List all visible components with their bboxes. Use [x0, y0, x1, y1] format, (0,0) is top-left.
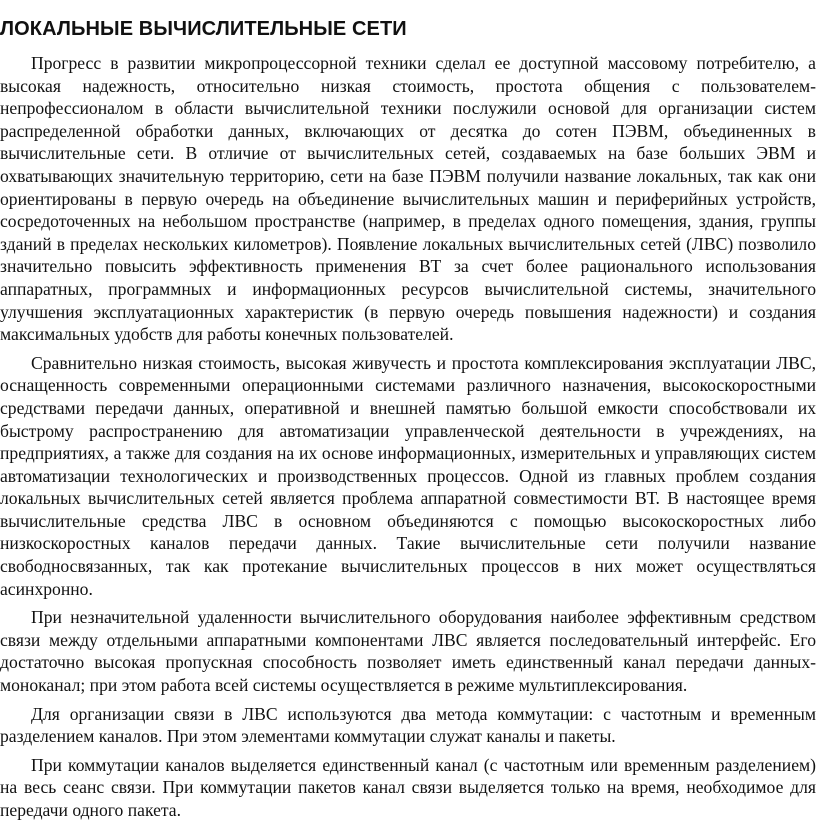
page-title: ЛОКАЛЬНЫЕ ВЫЧИСЛИТЕЛЬНЫЕ СЕТИ — [0, 18, 407, 40]
paragraph-switching-methods: Для организации связи в ЛВС используются два метода коммутации: с частотным и временным разделением каналов. При этом элементами коммутации служат каналы и пакеты. — [0, 703, 816, 747]
paragraph-serial-interface: При незначительной удаленности вычислительного оборудования наиболее эффективным средством связи между отдельными аппаратными компонентами ЛВС является последовательный интерфейс. Его достаточно высокая пропускная способность позволяет иметь единственный канал передачи данных-моноканал; при этом работа всей системы осуществляется в режиме мультиплексирования. — [0, 607, 816, 696]
paragraph-switching-details: При коммутации каналов выделяется единственный канал (с частотным или временным разделением) на весь сеанс связи. При коммутации пакетов канал связи выделяется только на время, необходимое для передачи одного пакета. — [0, 754, 816, 820]
paragraph-advantages: Сравнительно низкая стоимость, высокая живучесть и простота комплексирования эксплуатации ЛВС, оснащенность современными операционными системами различного назначения, высокоскоростными средствами передачи данных, оперативной и внешней памятью большой емкости способствовали их быстрому распространению для автоматизации управленческой деятельности в учреждениях, на предприятиях, а также для создания на их основе информационных, измерительных и управляющих систем автоматизации технологических и производственных процессов. Одной из главных проблем создания локальных вычислительных сетей является проблема аппаратной совместимости ВТ. В настоящее время вычислительные средства ЛВС в основном объединяются с помощью высокоскоростных либо низкоскоростных каналов передачи данных. Такие вычислительные сети получили название свободносвязанных, так как протекание вычислительных процессов в них может осуществляться асинхронно. — [0, 352, 816, 599]
paragraph-intro: Прогресс в развитии микропроцессорной техники сделал ее доступной массовому потребителю, а высокая надежность, относительно низкая стоимость, простота общения с пользователем-непрофессионалом в области вычислительной техники послужили основой для организации систем распределенной обработки данных, включающих от десятка до сотен ПЭВМ, объединенных в вычислительные сети. В отличие от вычислительных сетей, создаваемых на базе больших ЭВМ и охватывающих значительную территорию, сети на базе ПЭВМ получили название локальных, так как они ориентированы в первую очередь на объединение вычислительных машин и периферийных устройств, сосредоточенных на небольшом пространстве (например, в пределах одного помещения, здания, группы зданий в пределах нескольких километров). Появление локальных вычислительных сетей (ЛВС) позволило значительно повысить эффективность применения ВТ за счет более рационального использования аппаратных, программных и информационных ресурсов вычислительной системы, значительного улучшения эксплуатационных характеристик (в первую очередь повышения надежности) и создания максимальных удобств для работы конечных пользователей. — [0, 53, 816, 345]
